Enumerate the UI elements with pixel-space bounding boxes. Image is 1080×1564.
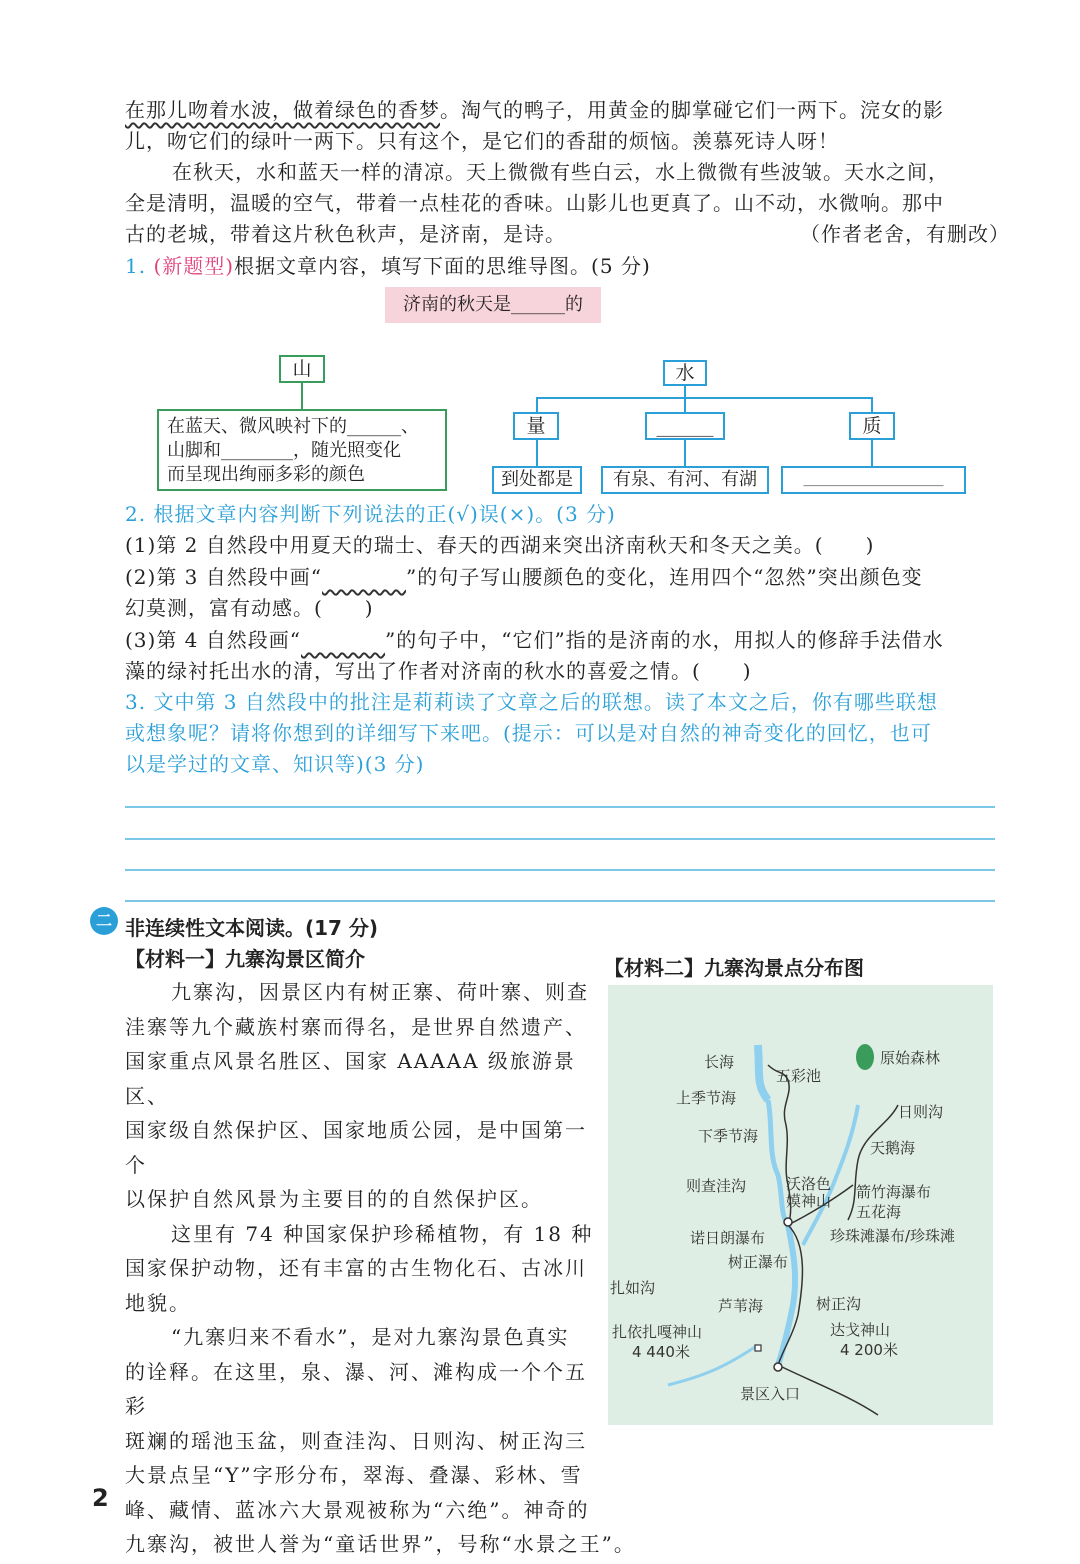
map-label: 箭竹海瀑布: [856, 1183, 932, 1201]
jiuzhaigou-map: [608, 985, 993, 1425]
water-quality: 质: [849, 412, 895, 440]
blank-connector: [684, 440, 686, 466]
question-1: [125, 252, 651, 280]
passage-source: （作者老舍，有删改）: [800, 222, 1010, 246]
material-2-title: 【材料二】九寨沟景点分布图: [604, 956, 864, 980]
p3-line: “九寨归来不看水”，是对九寨沟景色真实: [171, 1325, 570, 1349]
item-2-part-a: (2)第 3 自然段中画“: [125, 565, 322, 589]
p3-last-line: 九寨沟，被世人誉为“童话世界”，号称“水景之王”。: [125, 1532, 636, 1556]
map-label: 则查洼沟: [686, 1177, 747, 1195]
question-2-heading: 2. 根据文章内容判断下列说法的正(√)误(×)。(3 分): [125, 502, 616, 526]
passage-line-4: 全是清明，温暖的空气，带着一点桂花的香味。山影儿也更真了。山不动，水微响。那中: [125, 191, 944, 215]
map-label: 达戈神山: [830, 1321, 891, 1339]
map-label: 树正瀑布: [728, 1253, 789, 1271]
mindmap-mountain: 山: [279, 355, 325, 383]
mindmap-root: 济南的秋天是______的: [385, 287, 601, 323]
map-label: 扎依扎嘎神山: [612, 1323, 703, 1341]
branch-c-drop: [871, 397, 873, 412]
question-2-item-1: (1)第 2 自然段中用夏天的瑞士、春天的西湖来突出济南秋天和冬天之美。( ): [125, 533, 875, 557]
water-branch-line: [536, 397, 873, 399]
map-label: 嫫神山: [786, 1192, 832, 1210]
question-3-line-2: 或想象呢？请将你想到的详细写下来吧。(提示：可以是对自然的神奇变化的回忆，也可: [125, 721, 932, 745]
item-3-part-b: ”的句子中，“它们”指的是济南的水，用拟人的修辞手法借水: [385, 628, 944, 652]
item-2-wavy-mark: [322, 565, 406, 589]
map-label: 日则沟: [898, 1103, 944, 1121]
quality-description-blank[interactable]: ____________________: [781, 466, 966, 494]
map-label: 沃洛色: [786, 1175, 832, 1193]
p1-line: 洼寨等九个藏族村寨而得名，是世界自然遗产、: [125, 1014, 587, 1039]
map-label: 4 200米: [840, 1341, 898, 1359]
map-label: 上季节海: [676, 1089, 737, 1107]
p1-line: 以保护自然风景为主要目的的自然保护区。: [125, 1187, 543, 1211]
question-2-item-3-cont: 藻的绿衬托出水的清，写出了作者对济南的秋水的喜爱之情。( ): [125, 659, 752, 683]
quantity-connector: [536, 440, 538, 466]
nuorilang-marker: [784, 1218, 792, 1226]
map-label: 长海: [704, 1053, 735, 1071]
question-2-item-2: [125, 563, 923, 591]
question-1-text: 根据文章内容，填写下面的思维导图。(5 分): [234, 254, 651, 278]
item-2-part-b: ”的句子写山腰颜色的变化，连用四个“忽然”突出颜色变: [406, 565, 923, 589]
branch-a-drop: [536, 397, 538, 412]
mountain-description-box: [157, 409, 447, 491]
p1-line: 国家重点风景名胜区、国家 AAAAA 级旅游景区、: [125, 1049, 576, 1108]
entrance-marker: [774, 1363, 782, 1371]
question-3-line-3: 以是学过的文章、知识等)(3 分): [125, 752, 425, 776]
question-1-number: 1.: [125, 254, 147, 278]
p3-line: 大景点呈“Y”字形分布，翠海、叠瀑、彩林、雪: [125, 1463, 583, 1487]
passage-line-1: [125, 96, 944, 124]
map-label: 珍珠滩瀑布/珍珠滩: [830, 1227, 956, 1245]
quality-connector: [871, 440, 873, 466]
answer-line-2[interactable]: [125, 838, 995, 840]
quantity-description: 到处都是: [492, 466, 582, 494]
new-type-tag: (新题型): [153, 254, 235, 278]
p2-line: 这里有 74 种国家保护珍稀植物，有 18 种: [171, 1221, 594, 1246]
p3-line: 峰、藏情、蓝冰六大景观被称为“六绝”。神奇的: [125, 1497, 590, 1522]
map-label: 4 440米: [632, 1343, 690, 1361]
item-3-wavy-mark: [301, 628, 385, 652]
water-quantity: 量: [513, 412, 559, 440]
section-2-badge-icon: [90, 907, 118, 935]
mountain-desc-line-1: 在蓝天、微风映衬下的______、: [167, 416, 419, 437]
answer-line-1[interactable]: [125, 806, 995, 808]
map-label: 扎如沟: [610, 1279, 656, 1297]
passage-line-1-rest: 。淘气的鸭子，用黄金的脚掌碰它们一两下。浣女的影: [440, 98, 944, 122]
question-2-item-3: [125, 626, 944, 654]
question-2-title: [125, 500, 616, 528]
item-3-part-a: (3)第 4 自然段画“: [125, 628, 301, 652]
map-label: 下季节海: [698, 1127, 759, 1145]
section-2-title: 非连续性文本阅读。(17 分): [125, 916, 379, 940]
branch-b-drop: [684, 397, 686, 412]
p2-line: 地貌。: [125, 1290, 191, 1315]
answer-line-3[interactable]: [125, 869, 995, 871]
map-label: 诺日朗瀑布: [690, 1229, 766, 1247]
mountain-desc-line-2: 山脚和________，随光照变化: [167, 440, 401, 461]
river-changhai: [758, 1045, 768, 1100]
passage-line-5: 古的老城，带着这片秋色秋声，是济南，是诗。: [125, 222, 566, 246]
p3-line: 斑斓的瑶池玉盆，则查洼沟、日则沟、树正沟三: [125, 1428, 587, 1453]
mountain-connector: [301, 383, 303, 409]
p2-line: 国家保护动物，还有丰富的古生物化石、古冰川: [125, 1256, 587, 1280]
material-1-title: 【材料一】九寨沟景区简介: [125, 947, 365, 971]
map-label: 树正沟: [816, 1295, 862, 1313]
page-number: 2: [92, 1484, 109, 1512]
question-3-line-1: 3. 文中第 3 自然段中的批注是莉莉读了文章之后的联想。读了本文之后，你有哪些联想: [125, 690, 938, 714]
p1-line: 国家级自然保护区、国家地质公园，是中国第一个: [125, 1118, 587, 1177]
water-blank[interactable]: ______: [645, 412, 725, 440]
p3-line: 的诠释。在这里，泉、瀑、河、滩构成一个个五彩: [125, 1359, 587, 1418]
blank-description: 有泉、有河、有湖: [601, 466, 769, 494]
mountain-desc-line-3: 而呈现出绚丽多彩的颜色: [167, 464, 365, 485]
map-label: 天鹅海: [870, 1139, 916, 1157]
question-2-item-2-cont: 幻莫测，富有动感。( ): [125, 596, 374, 620]
forest-marker: [856, 1044, 874, 1070]
map-label: 景区入口: [740, 1385, 801, 1403]
wavy-underlined-sentence: 在那儿吻着水波，做着绿色的香梦: [125, 98, 440, 122]
map-label: 五彩池: [776, 1067, 822, 1085]
passage-line-3: 在秋天，水和蓝天一样的清凉。天上微微有些白云，水上微微有些波皱。天水之间，: [172, 160, 949, 184]
mindmap-water: 水: [663, 360, 707, 386]
p1-line: 九寨沟，因景区内有树正寨、荷叶寨、则查: [171, 980, 589, 1004]
section-2-badge-text: 二: [95, 911, 112, 930]
temple-marker: [755, 1345, 761, 1351]
map-label: 原始森林: [880, 1049, 941, 1067]
map-label: 芦苇海: [718, 1297, 764, 1315]
map-label: 五花海: [856, 1203, 902, 1221]
answer-line-4[interactable]: [125, 900, 995, 902]
passage-line-2: 儿，吻它们的绿叶一两下。只有这个，是它们的香甜的烦恼。羡慕死诗人呀！: [125, 129, 839, 153]
